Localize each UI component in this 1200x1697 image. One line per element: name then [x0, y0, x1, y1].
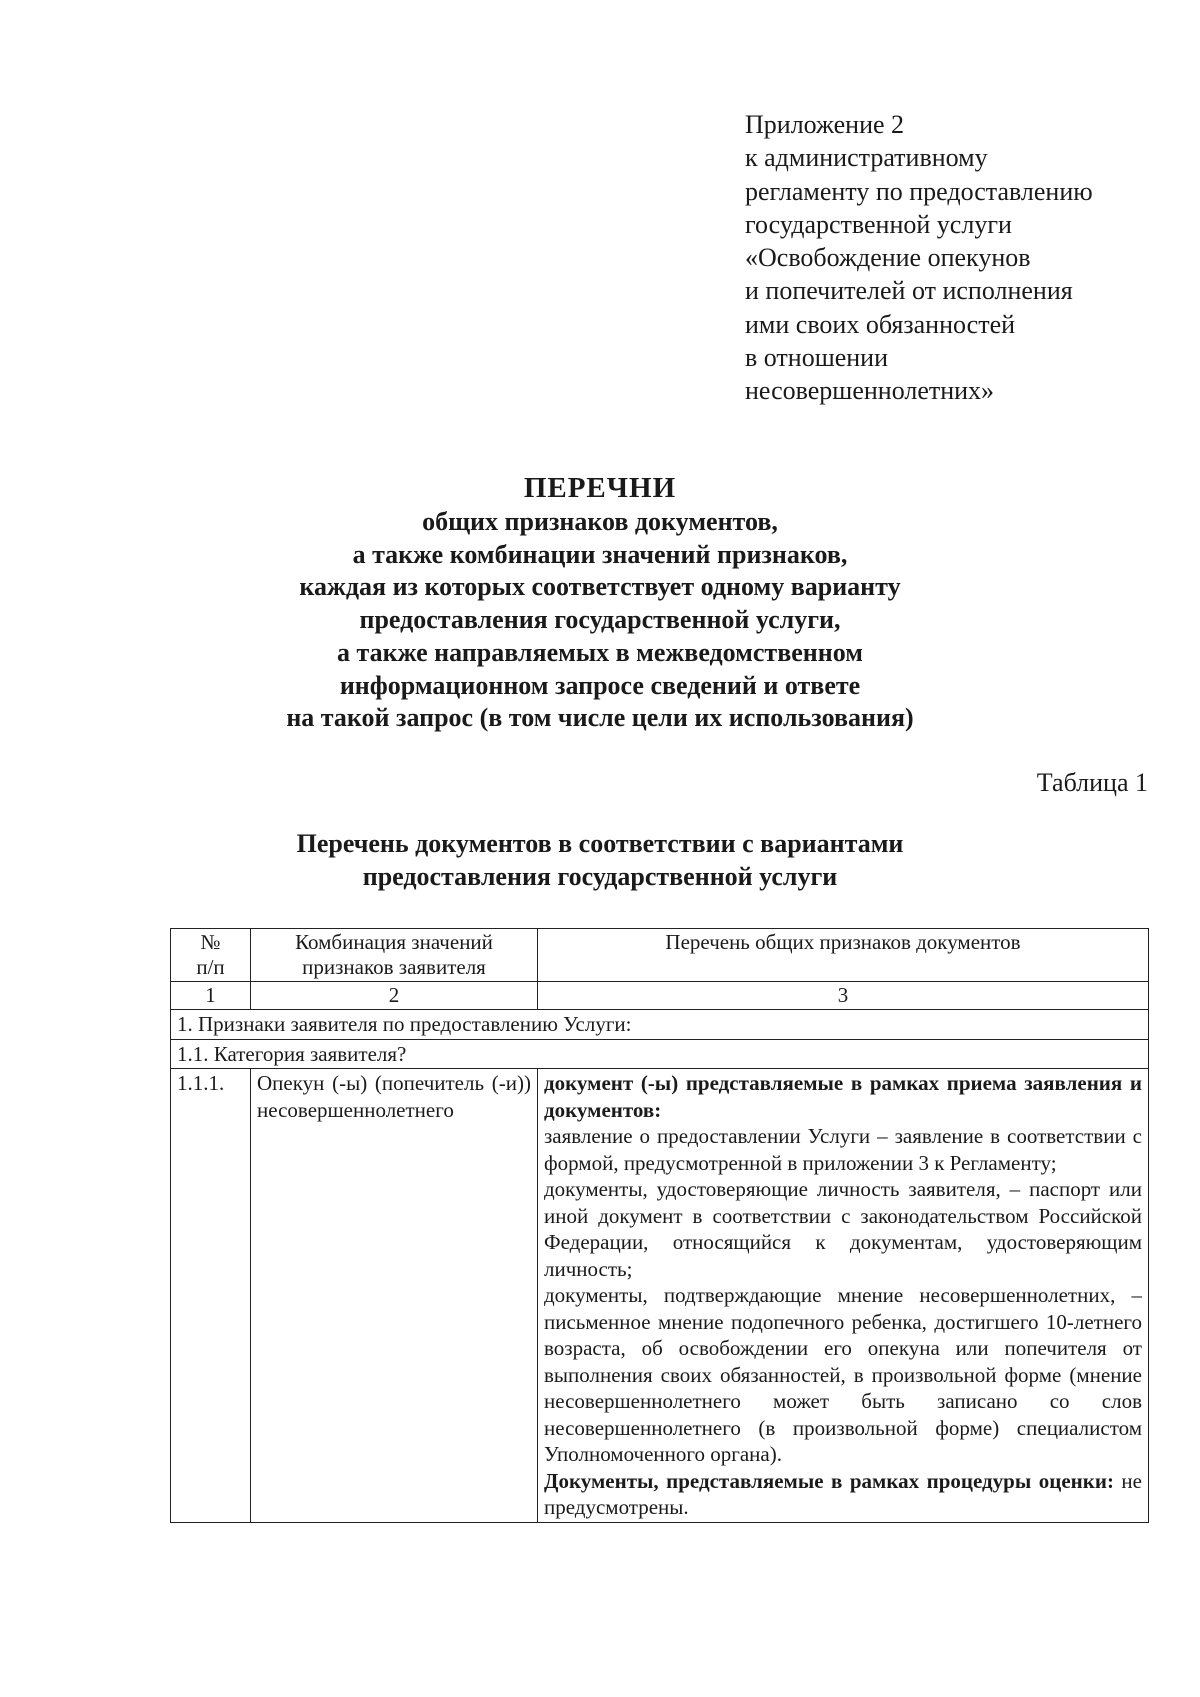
header-combo-cell	[251, 929, 538, 982]
documents-list	[538, 1069, 1149, 1523]
evaluation-docs-label: Документы, представляемые в рамках процедуры оценки:	[544, 1468, 1114, 1493]
header-docs-cell: Перечень общих признаков документов	[538, 929, 1149, 982]
heading-line: а также направляемых в межведомственном	[337, 637, 863, 667]
appendix-line: и попечителей от исполнения	[745, 276, 1073, 306]
header-combo-line: Комбинация значений	[295, 930, 493, 954]
appendix-line: ими своих обязанностей	[745, 309, 1016, 339]
docs-heading: документ (-ы) представляемые в рамках приема заявления и документов:	[544, 1071, 1142, 1122]
documents-table	[170, 928, 1149, 1523]
heading-subtitle	[120, 506, 1080, 735]
table-label: Таблица 1	[1036, 768, 1148, 797]
heading-line: предоставления государственной услуги,	[359, 605, 841, 635]
docs-paragraph: документы, подтверждающие мнение несовершеннолетних, – письменное мнение подопечного ребенка, достигшего 10-летнего возраста, об освобождении его опекуна или попечителя от выполнения своих обязанностей, в произвольной форме (мнение несовершеннолетнего может быть записано со слов несовершеннолетнего (в произвольной форме) специалистом Уполномоченного органа).	[544, 1283, 1142, 1466]
table-header-row	[171, 929, 1149, 982]
docs-paragraph: документы, удостоверяющие личность заявителя, – паспорт или иной документ в соответствии с законодательством Российской Федерации, относящийся к документам, удостоверяющим личность;	[544, 1177, 1142, 1281]
appendix-line: несовершеннолетних»	[745, 376, 995, 406]
appendix-line: в отношении	[745, 343, 889, 373]
docs-paragraph: заявление о предоставлении Услуги – заявление в соответствии с формой, предусмотренной в приложении 3 к Регламенту;	[544, 1124, 1142, 1175]
evaluation-docs	[544, 1468, 1142, 1521]
table-title-line: Перечень документов в соответствии с вариантами	[296, 829, 904, 858]
heading-line: каждая из которых соответствует одному варианту	[299, 572, 901, 602]
section-title: 1. Признаки заявителя по предоставлению Услуги:	[171, 1010, 1149, 1040]
applicant-category: Опекун (-ы) (попечитель (-и)) несовершеннолетнего	[251, 1069, 538, 1523]
header-num-cell	[171, 929, 251, 982]
heading-line: информационном запросе сведений и ответе	[339, 670, 861, 700]
column-number: 3	[538, 982, 1149, 1010]
row-number: 1.1.1.	[171, 1069, 251, 1523]
heading-line: общих признаков документов,	[422, 507, 778, 536]
heading-line: а также комбинации значений признаков,	[352, 539, 848, 569]
table-row	[171, 1069, 1149, 1523]
column-number: 1	[171, 982, 251, 1010]
table-title-line: предоставления государственной услуги	[362, 862, 838, 891]
document-heading	[120, 470, 1080, 735]
appendix-line: к административному	[745, 143, 988, 173]
appendix-line: Приложение 2	[745, 110, 905, 139]
heading-main: ПЕРЕЧНИ	[523, 472, 677, 504]
appendix-block	[745, 108, 1165, 408]
header-num-line: №	[200, 930, 221, 954]
heading-line: на такой запрос (в том числе цели их использования)	[286, 703, 914, 733]
table-title	[120, 827, 1080, 893]
appendix-line: государственной услуги	[745, 209, 1012, 239]
column-number: 2	[251, 982, 538, 1010]
appendix-line: регламенту по предоставлению	[745, 176, 1093, 206]
evaluation-docs-value: не предусмотрены.	[544, 1468, 1142, 1519]
subsection-row	[171, 1039, 1149, 1069]
header-combo-line: признаков заявителя	[302, 955, 486, 979]
appendix-line: «Освобождение опекунов	[745, 243, 1031, 273]
section-row	[171, 1010, 1149, 1040]
column-number-row	[171, 982, 1149, 1010]
subsection-title: 1.1. Категория заявителя?	[171, 1039, 1149, 1069]
header-num-line: п/п	[196, 955, 225, 979]
